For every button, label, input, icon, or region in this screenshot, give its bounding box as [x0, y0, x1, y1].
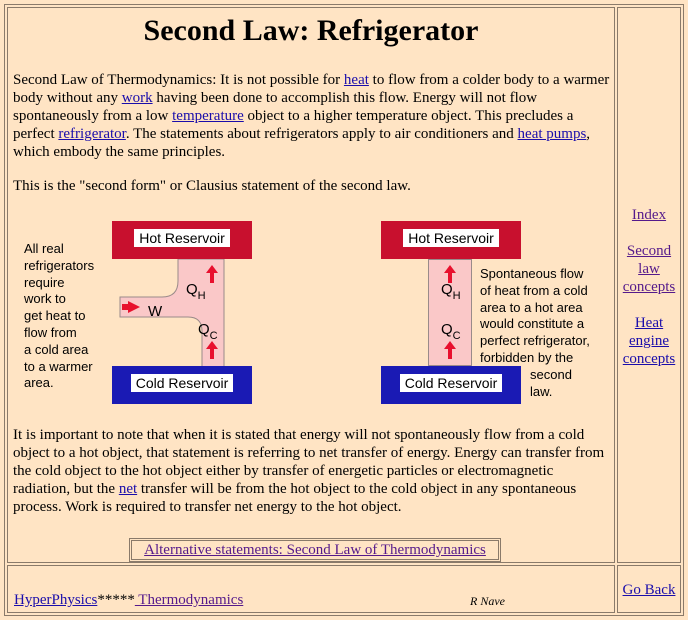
left-hot-reservoir: [112, 221, 252, 259]
left-hot-label: Hot Reservoir: [134, 229, 230, 247]
right-hot-reservoir: [381, 221, 521, 259]
left-qc-symbol: $Q_C$: [198, 321, 218, 342]
left-caption: All real refrigerators require work to get heat to flow from a cold area to a warmer area.: [24, 241, 95, 391]
intro-text-5: . The statements about refrigerators apply to air conditioners and: [125, 126, 518, 142]
page-title: Second Law: Refrigerator: [143, 14, 479, 47]
intro-text-2: to flow from a colder body to a warmer body without any: [13, 72, 610, 106]
heat-engine-item: [618, 314, 680, 368]
work-symbol: W: [148, 303, 163, 320]
heat-engine-concepts-link[interactable]: Heat engine concepts: [622, 315, 676, 367]
page-frame: [4, 4, 684, 616]
temperature-link[interactable]: temperature: [172, 108, 244, 124]
go-back-cell: [617, 565, 681, 613]
right-qc-symbol: $Q_C$: [441, 321, 461, 342]
refrigerator-diagram: [8, 213, 616, 413]
left-qh-symbol: $Q_H$: [186, 281, 206, 302]
right-cold-label: Cold Reservoir: [400, 374, 503, 392]
heat-pumps-link[interactable]: heat pumps: [517, 126, 587, 142]
second-law-item: [618, 242, 680, 296]
left-heat-flow: [112, 259, 232, 367]
intro-text-4: object to a higher temperature object. This precludes a perfect: [13, 108, 574, 142]
right-qh-symbol: $Q_H$: [441, 281, 461, 302]
main-content: [7, 7, 615, 563]
thermodynamics-link[interactable]: Thermodynamics: [134, 592, 244, 608]
right-caption: Spontaneous flow of heat from a cold area to a hot area would constitute a perfect refrigerator, forbidden by the second law.: [480, 266, 590, 399]
go-back-link[interactable]: Go Back: [622, 582, 676, 598]
index-item: [618, 206, 680, 224]
footer-nav: [14, 592, 243, 609]
intro-text-3: having been done to accomplish this flow. Energy will not flow spontaneously from a low: [13, 90, 538, 124]
author-credit: R Nave: [470, 594, 505, 608]
footer-stars: *****: [97, 592, 135, 608]
right-arrows: [428, 259, 472, 366]
left-cold-label: Cold Reservoir: [131, 374, 234, 392]
index-link[interactable]: Index: [631, 207, 667, 223]
intro-text-6: , which embody the same principles.: [13, 126, 591, 160]
intro-text-1: Second Law of Thermodynamics: It is not possible for: [13, 72, 344, 88]
net-link[interactable]: net: [118, 481, 138, 497]
second-law-concepts-link[interactable]: Second law concepts: [622, 243, 676, 295]
refrigerator-link[interactable]: refrigerator: [58, 126, 126, 142]
work-link[interactable]: work: [121, 90, 153, 106]
footer: [7, 565, 615, 613]
sidebar: [617, 7, 681, 563]
right-hot-label: Hot Reservoir: [403, 229, 499, 247]
alternative-statements-box: [129, 538, 501, 562]
heat-link[interactable]: heat: [343, 72, 369, 88]
net-transfer-paragraph: [13, 426, 611, 516]
alternative-statements-link[interactable]: Alternative statements: Second Law of Thermodynamics: [144, 542, 486, 558]
intro-paragraph: [13, 71, 611, 161]
clausius-statement: This is the "second form" or Clausius statement of the second law.: [13, 178, 411, 194]
left-cold-reservoir: [112, 366, 252, 404]
right-bottom-arrow-icon: [444, 341, 456, 359]
hyperphysics-link[interactable]: HyperPhysics: [14, 592, 98, 608]
note-text-2: transfer will be from the hot object to the cold object in any spontaneous process. Work is required to transfer net energy to the hot object.: [13, 481, 577, 515]
note-text-1: It is important to note that when it is stated that energy will not spontaneously flow from a cold object to a hot object, that statement is referring to net transfer of energy. Energy can transfer from the cold object to the hot object either by transfer of energetic particles or electromagnetic radiation, but the: [13, 427, 605, 497]
